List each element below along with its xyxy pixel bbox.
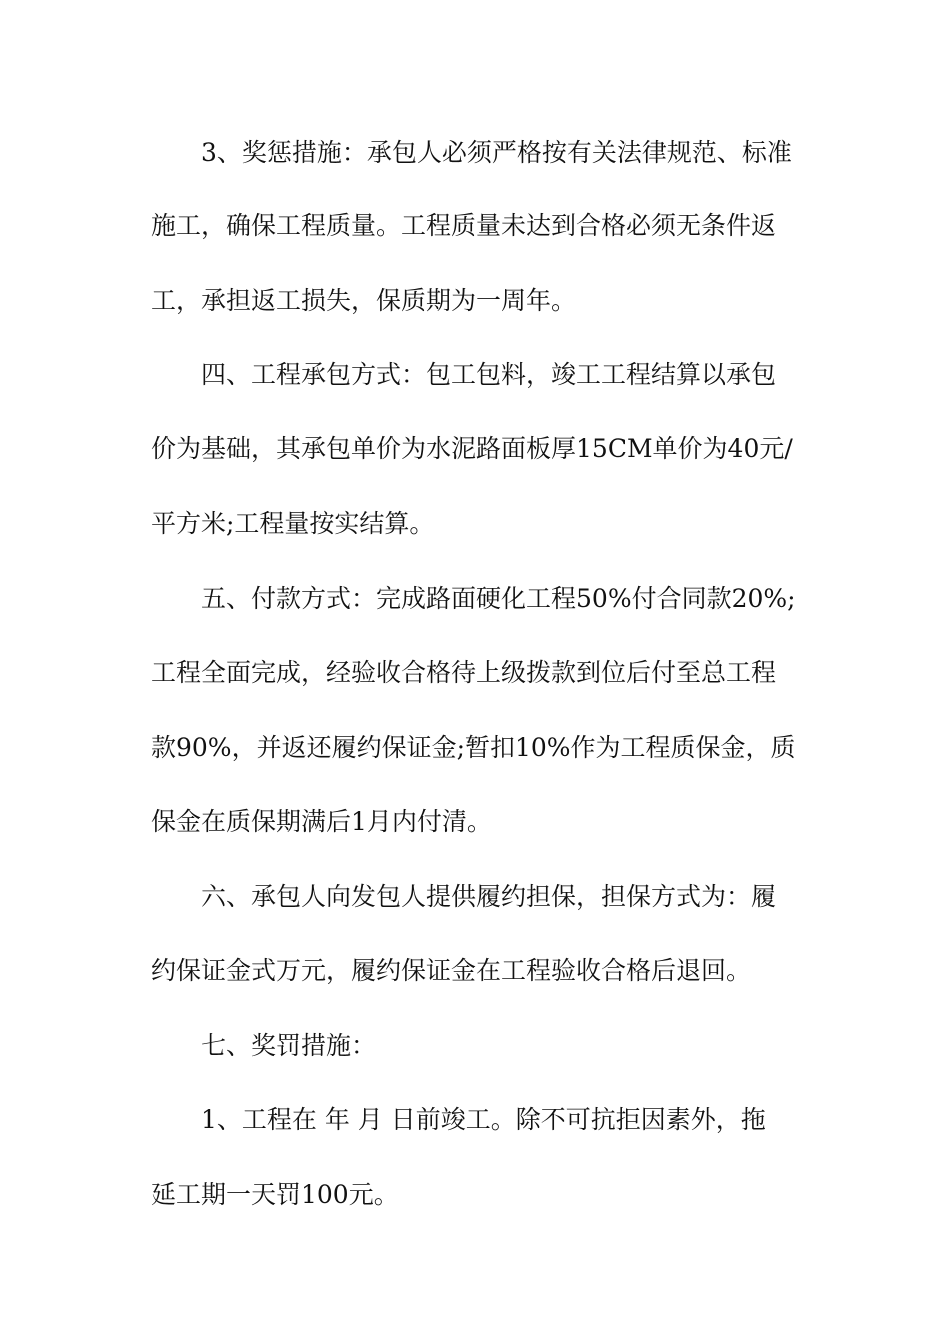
paragraph-line: 价为基础，其承包单价为水泥路面板厚15CM单价为40元/ (151, 434, 793, 463)
paragraph-line: 工程全面完成，经验收合格待上级拨款到位后付至总工程 (151, 658, 777, 687)
paragraph-line: 平方米;工程量按实结算。 (151, 509, 435, 538)
paragraph-line: 保金在质保期满后1月内付清。 (151, 807, 492, 836)
paragraph-line: 七、奖罚措施： (201, 1031, 377, 1060)
paragraph-line: 3、奖惩措施：承包人必须严格按有关法律规范、标准 (201, 138, 792, 167)
paragraph-line: 五、付款方式：完成路面硬化工程50%付合同款20%; (201, 584, 796, 613)
paragraph-line: 款90%，并返还履约保证金;暂扣10%作为工程质保金，质 (151, 733, 796, 762)
paragraph-line: 延工期一天罚100元。 (151, 1180, 399, 1209)
paragraph-line: 1、工程在 年 月 日前竣工。除不可抗拒因素外，拖 (201, 1105, 766, 1134)
paragraph-line: 施工，确保工程质量。工程质量未达到合格必须无条件返 (151, 211, 777, 240)
paragraph-line: 六、承包人向发包人提供履约担保，担保方式为：履 (201, 882, 777, 911)
paragraph-line: 四、工程承包方式：包工包料，竣工工程结算以承包 (201, 360, 777, 389)
paragraph-line: 约保证金式万元，履约保证金在工程验收合格后退回。 (151, 956, 752, 985)
paragraph-line: 工，承担返工损失，保质期为一周年。 (151, 286, 577, 315)
